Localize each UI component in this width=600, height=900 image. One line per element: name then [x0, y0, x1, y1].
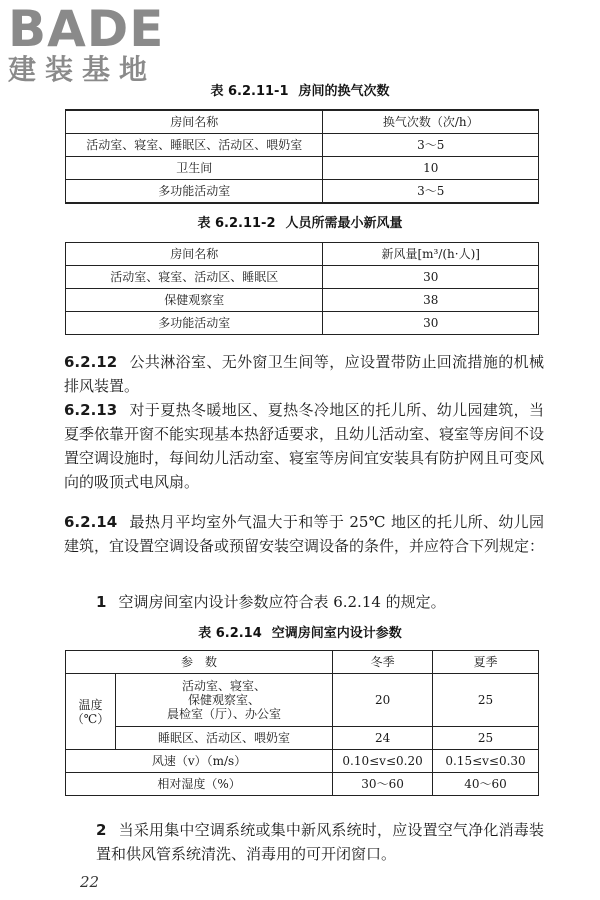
table1-title: 房间的换气次数: [298, 84, 390, 99]
table1-air-changes: [65, 109, 539, 204]
table-row: [66, 312, 539, 335]
table-row: [66, 750, 539, 773]
table1-header-room: 房间名称: [66, 110, 323, 134]
table-cell: 30～60: [333, 773, 433, 796]
table1-number: 表 6.2.11-1: [210, 84, 289, 99]
table-cell: 3～5: [323, 180, 539, 204]
table-cell: 25: [433, 674, 539, 727]
table-cell: 多功能活动室: [66, 180, 323, 204]
section-number: 6.2.13: [64, 401, 118, 419]
table-row: [66, 266, 539, 289]
section-number: 6.2.14: [64, 513, 118, 531]
item-text: 空调房间室内设计参数应符合表 6.2.14 的规定。: [118, 593, 446, 611]
table-cell: 40～60: [433, 773, 539, 796]
table-cell: 20: [333, 674, 433, 727]
table-cell: 活动室、寝室、活动区、睡眠区: [66, 266, 323, 289]
logo-wordmark: BADE: [8, 0, 165, 58]
table2-number: 表 6.2.11-2: [197, 216, 276, 231]
table3-design-params: [65, 650, 539, 796]
table2-header-room: 房间名称: [66, 243, 323, 266]
room-line: 保健观察室、: [188, 693, 261, 707]
table-row: [66, 289, 539, 312]
table-cell: 活动室、寝室、睡眠区、活动区、喂奶室: [66, 134, 323, 157]
item-text: 当采用集中空调系统或集中新风系统时，应设置空气净化消毒装置和供风管系统清洗、消毒用的可开闭窗口。: [96, 821, 544, 863]
table3-header-winter: 冬季: [333, 651, 433, 674]
table-cell: 25: [433, 727, 539, 750]
temperature-unit: （℃）: [71, 711, 110, 726]
room-line: 晨检室（厅）、办公室: [167, 707, 282, 721]
table-row: [66, 727, 539, 750]
table-cell: 相对湿度（%）: [66, 773, 333, 796]
table-cell: 10: [323, 157, 539, 180]
table-header-row: [66, 651, 539, 674]
section-6-2-13: [64, 398, 544, 494]
table-cell: 3～5: [323, 134, 539, 157]
table-cell: 睡眠区、活动区、喂奶室: [115, 727, 332, 750]
table-cell: 多功能活动室: [66, 312, 323, 335]
table2-caption: [0, 216, 600, 232]
room-group-cell: [115, 674, 332, 727]
temperature-label: 温度: [78, 697, 103, 712]
table-row: [66, 674, 539, 727]
table3-title: 空调房间室内设计参数: [271, 626, 402, 641]
logo-subtitle: 建装基地: [8, 53, 157, 86]
section-text: 公共淋浴室、无外窗卫生间等，应设置带防止回流措施的机械排风装置。: [64, 353, 544, 395]
table2-title: 人员所需最小新风量: [285, 216, 403, 231]
table-header-row: [66, 243, 539, 266]
table-cell: 30: [323, 312, 539, 335]
section-text: 最热月平均室外气温大于和等于 25℃ 地区的托儿所、幼儿园建筑，宜设置空调设备或预留安装空调设备的条件，并应符合下列规定：: [64, 513, 545, 555]
table-row: [66, 134, 539, 157]
table3-number: 表 6.2.14: [198, 626, 262, 641]
table-cell: 风速（v）（m/s）: [66, 750, 333, 773]
room-line: 活动室、寝室、: [182, 679, 267, 693]
table-cell: 卫生间: [66, 157, 323, 180]
table-cell: 0.15≤v≤0.30: [433, 750, 539, 773]
table3-header-summer: 夏季: [433, 651, 539, 674]
table-cell: 0.10≤v≤0.20: [333, 750, 433, 773]
page-number: 22: [80, 873, 100, 891]
table-cell: 38: [323, 289, 539, 312]
table-cell: 24: [333, 727, 433, 750]
item-number: 1: [96, 593, 107, 611]
section-6-2-12: [64, 350, 544, 398]
table-cell: 30: [323, 266, 539, 289]
table3-caption: [0, 626, 600, 642]
table1-header-rate: 换气次数（次/h）: [323, 110, 539, 134]
table2-fresh-air: [65, 242, 539, 335]
table-header-row: [66, 110, 539, 134]
section-6-2-14-item-2: [64, 818, 544, 866]
table3-header-param: 参 数: [66, 651, 333, 674]
table-row: [66, 180, 539, 204]
item-number: 2: [96, 821, 107, 839]
section-6-2-14: [64, 510, 544, 558]
temperature-label-cell: [66, 674, 116, 750]
table-row: [66, 773, 539, 796]
table-row: [66, 157, 539, 180]
table-cell: 保健观察室: [66, 289, 323, 312]
table2-header-fresh-air: 新风量[m³/(h·人)]: [323, 243, 539, 266]
section-text: 对于夏热冬暖地区、夏热冬冷地区的托儿所、幼儿园建筑，当夏季依靠开窗不能实现基本热舒适要求，且幼儿活动室、寝室等房间不设置空调设施时，每间幼儿活动室、寝室等房间宜安装具有防护网且可变风向的吸顶式电风扇。: [64, 401, 545, 491]
table1-caption: [0, 84, 600, 100]
section-6-2-14-item-1: [64, 590, 544, 614]
bade-logo: [8, 2, 183, 86]
section-number: 6.2.12: [64, 353, 118, 371]
